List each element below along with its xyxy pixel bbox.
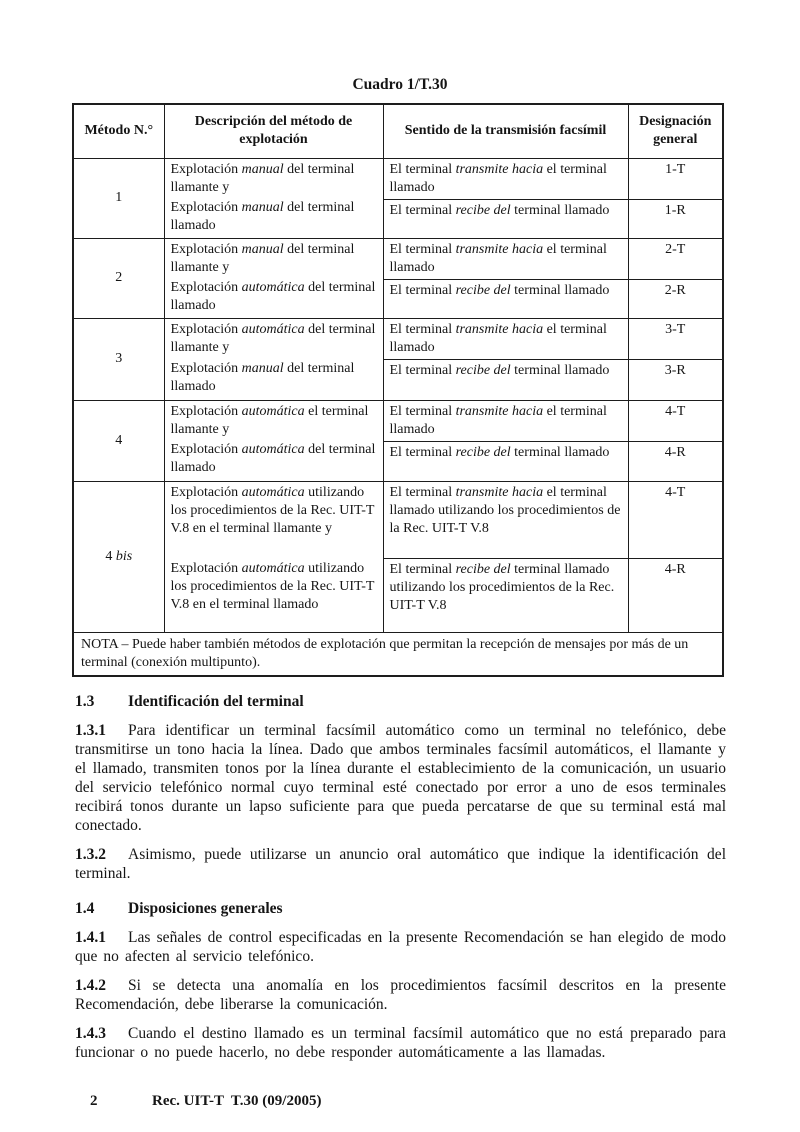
- section-heading-1-3: [75, 693, 726, 711]
- table-row: [73, 481, 723, 558]
- description-cell: [164, 158, 383, 238]
- paragraph-number: 1.3.2: [75, 845, 106, 863]
- designacion-cell: 2-R: [628, 279, 723, 318]
- paragraph-text: Cuando el destino llamado es un terminal facsímil automático que no está preparado para funcionar o no puede hacerlo, no debe responder automáticamente a las llamadas.: [75, 1024, 726, 1061]
- paragraph-1-4-1: [75, 928, 726, 966]
- sentido-cell: El terminal transmite hacia el terminal llamado: [383, 238, 628, 279]
- table-row: [73, 158, 723, 199]
- method-number-cell: 2: [73, 238, 164, 318]
- header-sentido: Sentido de la transmisión facsímil: [383, 104, 628, 158]
- sentido-cell: El terminal transmite hacia el terminal llamado: [383, 318, 628, 359]
- paragraph-text: Para identificar un terminal facsímil automático como un terminal no telefónico, debe transmitirse un tono hacia la línea. Dado que ambos terminales facsímil automáticos, el llamante y el llamado, transmiten tonos por la línea durante el establecimiento de la comunicación, un usuario del servicio telefónico normal cuyo terminal esté conectado por error a uno de esos terminales recibirá tonos durante un lapso suficiente para que pueda percatarse de que su terminal está mal conectado.: [75, 721, 726, 834]
- description-cell: [164, 481, 383, 632]
- sentido-cell: El terminal recibe del terminal llamado: [383, 359, 628, 400]
- paragraph-1-4-2: [75, 976, 726, 1014]
- cuadro-1-t30-table: [72, 103, 724, 677]
- table-row: [73, 400, 723, 441]
- section-number: 1.3: [75, 692, 95, 710]
- designacion-cell: 4-T: [628, 400, 723, 441]
- section-number: 1.4: [75, 899, 95, 917]
- method-number-cell: 3: [73, 318, 164, 400]
- description-paragraph: Explotación automática utilizando los procedimientos de la Rec. UIT-T V.8 en el terminal llamante y: [170, 484, 375, 536]
- description-paragraph: Explotación manual del terminal llamante y: [170, 241, 355, 275]
- description-paragraph: Explotación automática del terminal llamado: [170, 441, 376, 475]
- table-title: Cuadro 1/T.30: [352, 76, 448, 93]
- method-number-cell: 4 bis: [73, 481, 164, 632]
- paragraph-number: 1.3.1: [75, 721, 106, 739]
- description-paragraph: Explotación manual del terminal llamado: [170, 360, 355, 394]
- paragraph-number: 1.4.1: [75, 928, 106, 946]
- designacion-cell: 1-R: [628, 199, 723, 238]
- paragraph-text: Asimismo, puede utilizarse un anuncio oral automático que indique la identificación del terminal.: [75, 845, 726, 882]
- paragraph-1-3-1: [75, 721, 726, 835]
- sentido-cell: El terminal transmite hacia el terminal llamado: [383, 400, 628, 441]
- sentido-cell: El terminal recibe del terminal llamado: [383, 441, 628, 481]
- designacion-cell: 4-R: [628, 441, 723, 481]
- description-paragraph: Explotación automática utilizando los procedimientos de la Rec. UIT-T V.8 en el terminal llamado: [170, 560, 375, 612]
- page-footer: [75, 1076, 321, 1127]
- body-content: [75, 693, 726, 1062]
- sentido-cell: El terminal recibe del terminal llamado: [383, 279, 628, 318]
- section-heading-1-4: [75, 900, 726, 918]
- cuadro-table-body: [73, 158, 723, 632]
- method-number-cell: 4: [73, 400, 164, 481]
- paragraph-text: Si se detecta una anomalía en los procedimientos facsímil descritos en la presente Recomendación, debe liberarse la comunicación.: [75, 976, 726, 1013]
- paragraph-number: 1.4.2: [75, 976, 106, 994]
- designacion-cell: 3-R: [628, 359, 723, 400]
- paragraph-1-4-3: [75, 1024, 726, 1062]
- designacion-cell: 3-T: [628, 318, 723, 359]
- table-note: NOTA – Puede haber también métodos de explotación que permitan la recepción de mensajes por más de un terminal (conexión multipunto).: [73, 632, 723, 676]
- description-paragraph: Explotación automática del terminal llamado: [170, 279, 376, 313]
- description-paragraph: Explotación manual del terminal llamante y: [170, 161, 355, 195]
- table-note-row: [73, 632, 723, 676]
- table-row: [73, 318, 723, 359]
- method-number-cell: 1: [73, 158, 164, 238]
- section-title: Disposiciones generales: [128, 899, 283, 917]
- sentido-cell: El terminal recibe del terminal llamado: [383, 199, 628, 238]
- description-cell: [164, 400, 383, 481]
- sentido-cell: El terminal transmite hacia el terminal llamado: [383, 158, 628, 199]
- paragraph-1-3-2: [75, 845, 726, 883]
- description-cell: [164, 318, 383, 400]
- description-cell: [164, 238, 383, 318]
- header-designacion: Designación general: [628, 104, 723, 158]
- footer-doc-ref: Rec. UIT-T T.30 (09/2005): [152, 1093, 322, 1109]
- description-paragraph: Explotación manual del terminal llamado: [170, 199, 355, 233]
- table-header: [73, 104, 723, 158]
- paragraph-text: Las señales de control especificadas en la presente Recomendación se han elegido de modo que no afecten al servicio telefónico.: [75, 928, 726, 965]
- table-footer: [73, 632, 723, 676]
- designacion-cell: 4-R: [628, 558, 723, 632]
- table-row: [73, 238, 723, 279]
- header-descripcion: Descripción del método de explotación: [164, 104, 383, 158]
- designacion-cell: 2-T: [628, 238, 723, 279]
- description-paragraph: Explotación automática del terminal llamante y: [170, 321, 376, 355]
- page-number: 2: [90, 1093, 98, 1109]
- sentido-cell: El terminal transmite hacia el terminal llamado utilizando los procedimientos de la Rec. UIT-T V.8: [383, 481, 628, 558]
- description-paragraph: Explotación automática el terminal llamante y: [170, 403, 369, 437]
- sentido-cell: El terminal recibe del terminal llamado utilizando los procedimientos de la Rec. UIT-T V.8: [383, 558, 628, 632]
- designacion-cell: 4-T: [628, 481, 723, 558]
- table-header-row: [73, 104, 723, 158]
- designacion-cell: 1-T: [628, 158, 723, 199]
- paragraph-number: 1.4.3: [75, 1024, 106, 1042]
- header-metodo: Método N.°: [73, 104, 164, 158]
- section-title: Identificación del terminal: [128, 692, 304, 710]
